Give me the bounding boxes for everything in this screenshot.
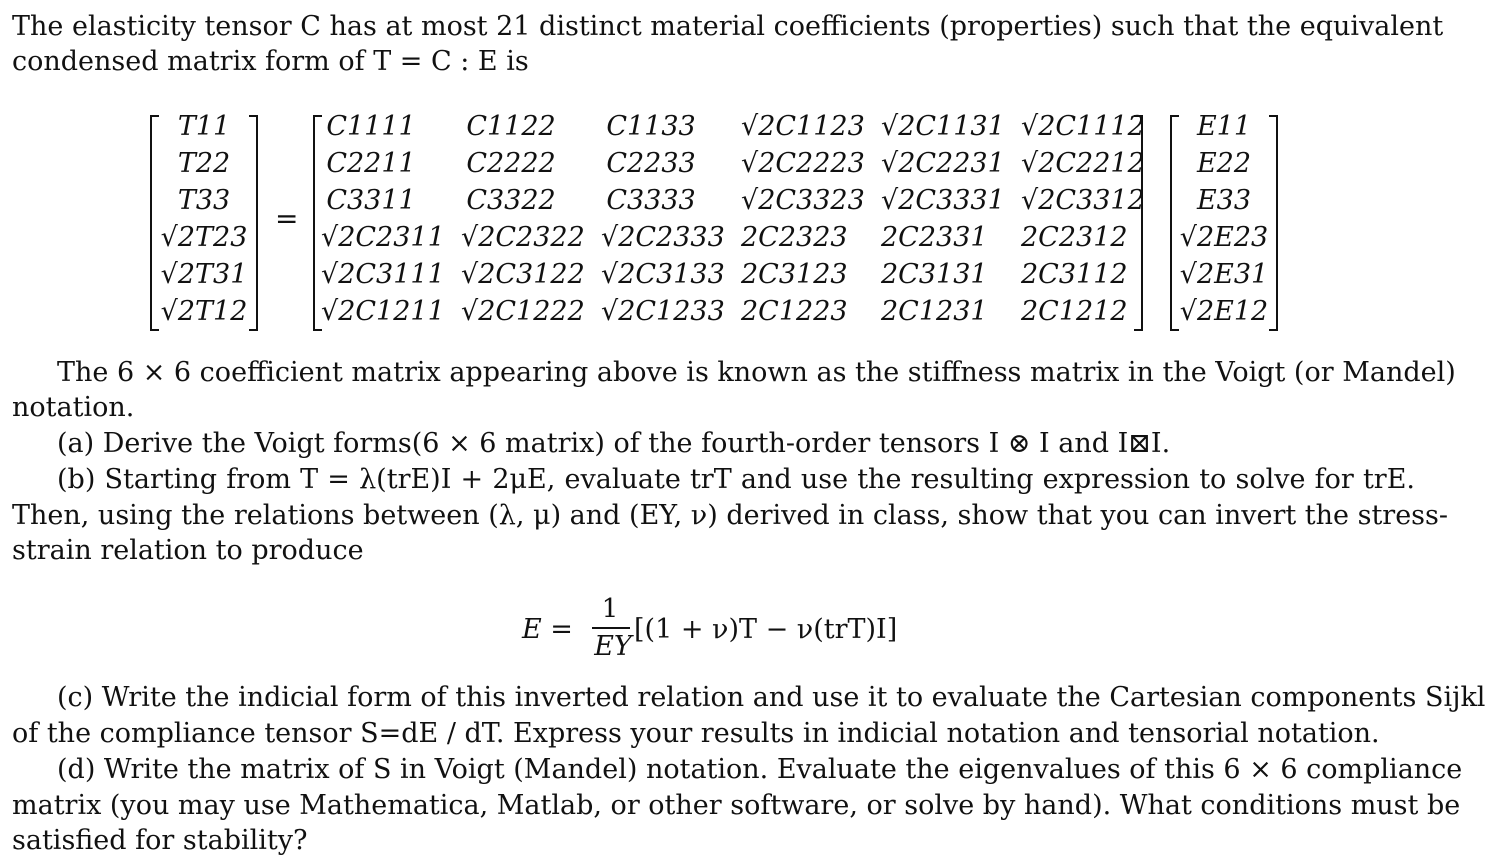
part-a: (a) Derive the Voigt forms(6 × 6 matrix) of the fourth-order tensors I ⊗ I and I⊠I. [57, 428, 1171, 459]
stiffness-coefficient: √2C1123 [741, 111, 865, 142]
strain-component: E22 [1196, 148, 1252, 179]
stiffness-coefficient: √2C3133 [601, 259, 725, 290]
intro-line-2: condensed matrix form of T = C : E is [12, 46, 529, 77]
stiffness-coefficient: √2C2311 [321, 222, 445, 253]
fraction-numerator: 1 [601, 594, 619, 624]
stiffness-coefficient: C2222 [466, 148, 556, 179]
stiffness-coefficient: 2C1223 [741, 296, 848, 327]
stiffness-coefficient: C2211 [326, 148, 416, 179]
stress-component: √2T31 [160, 259, 248, 290]
stiffness-coefficient: C1111 [326, 111, 416, 142]
stiffness-coefficient: √2C1222 [461, 296, 585, 327]
stiffness-coefficient: √2C1131 [881, 111, 1005, 142]
stiffness-coefficient: √2C2231 [881, 148, 1005, 179]
part-b-line-1: (b) Starting from T = λ(trE)I + 2μE, evaluate trT and use the resulting expression to solve for trE. [57, 464, 1415, 495]
stress-component: √2T23 [160, 222, 248, 253]
stress-component: T33 [177, 185, 231, 216]
stiffness-coefficient: C1122 [466, 111, 556, 142]
strain-component: √2E23 [1179, 222, 1269, 253]
part-b-line-2: Then, using the relations between (λ, μ) and (EY, ν) derived in class, show that you can invert the stress- [12, 500, 1449, 531]
stiffness-coefficient: 2C3131 [881, 259, 988, 290]
part-b-line-3: strain relation to produce [12, 535, 364, 566]
stiffness-coefficient: 2C3112 [1021, 259, 1128, 290]
stiffness-coefficient: 2C2331 [881, 222, 988, 253]
strain-vector [1170, 110, 1278, 332]
strain-component: E33 [1196, 185, 1252, 216]
inverse-strain-equation [522, 596, 942, 668]
stiffness-coefficient: √2C2212 [1021, 148, 1145, 179]
stiffness-matrix [313, 110, 1143, 332]
equation-rhs: [(1 + ν)T − ν(trT)I] [634, 614, 898, 645]
stiffness-coefficient: √2C3122 [461, 259, 585, 290]
stress-component: T22 [177, 148, 231, 179]
stiffness-coefficient: √2C3323 [741, 185, 865, 216]
stiffness-coefficient: √2C3111 [321, 259, 445, 290]
stiffness-coefficient: C3333 [606, 185, 696, 216]
stiffness-coefficient: √2C2322 [461, 222, 585, 253]
fraction-denominator: EY [594, 631, 632, 662]
intro-line-1: The elasticity tensor C has at most 21 distinct material coefficients (properties) such that the equivalent [12, 11, 1444, 42]
part-c-line-2: of the compliance tensor S=dE / dT. Express your results in indicial notation and tensorial notation. [12, 718, 1380, 749]
strain-component: E11 [1196, 111, 1252, 142]
strain-component: √2E31 [1179, 259, 1269, 290]
stress-component: √2T12 [160, 296, 248, 327]
stiffness-coefficient: 2C2312 [1021, 222, 1128, 253]
stiffness-coefficient: √2C3312 [1021, 185, 1145, 216]
part-d-line-2: matrix (you may use Mathematica, Matlab, or other software, or solve by hand). What conditions must be [12, 790, 1461, 821]
stiffness-coefficient: √2C1233 [601, 296, 725, 327]
stiffness-coefficient: C1133 [606, 111, 696, 142]
stiffness-coefficient: √2C1112 [1021, 111, 1145, 142]
fraction-bar [592, 627, 630, 629]
stiffness-coefficient: C3322 [466, 185, 556, 216]
stiffness-coefficient: 2C2323 [741, 222, 848, 253]
equals-sign: = [275, 202, 299, 235]
stiffness-matrix-equation [145, 110, 1285, 340]
stiffness-line-2: notation. [12, 392, 135, 423]
stiffness-coefficient: 2C1212 [1021, 296, 1128, 327]
part-d-line-1: (d) Write the matrix of S in Voigt (Mandel) notation. Evaluate the eigenvalues of this 6 × 6 compliance [57, 754, 1463, 785]
strain-component: √2E12 [1179, 296, 1269, 327]
stiffness-coefficient: √2C2223 [741, 148, 865, 179]
stiffness-coefficient: √2C2333 [601, 222, 725, 253]
stress-vector [150, 110, 258, 332]
stiffness-line-1: The 6 × 6 coefficient matrix appearing above is known as the stiffness matrix in the Voigt (or Mandel) [57, 357, 1456, 388]
stress-component: T11 [177, 111, 231, 142]
part-d-line-3: satisfied for stability? [12, 825, 308, 856]
stiffness-coefficient: C3311 [326, 185, 416, 216]
stiffness-coefficient: √2C1211 [321, 296, 445, 327]
stiffness-coefficient: 2C1231 [881, 296, 988, 327]
stiffness-coefficient: 2C3123 [741, 259, 848, 290]
equation-lhs: E = [522, 614, 573, 645]
stiffness-coefficient: C2233 [606, 148, 696, 179]
stiffness-coefficient: √2C3331 [881, 185, 1005, 216]
part-c-line-1: (c) Write the indicial form of this inverted relation and use it to evaluate the Cartesian components Sijkl [57, 682, 1486, 713]
